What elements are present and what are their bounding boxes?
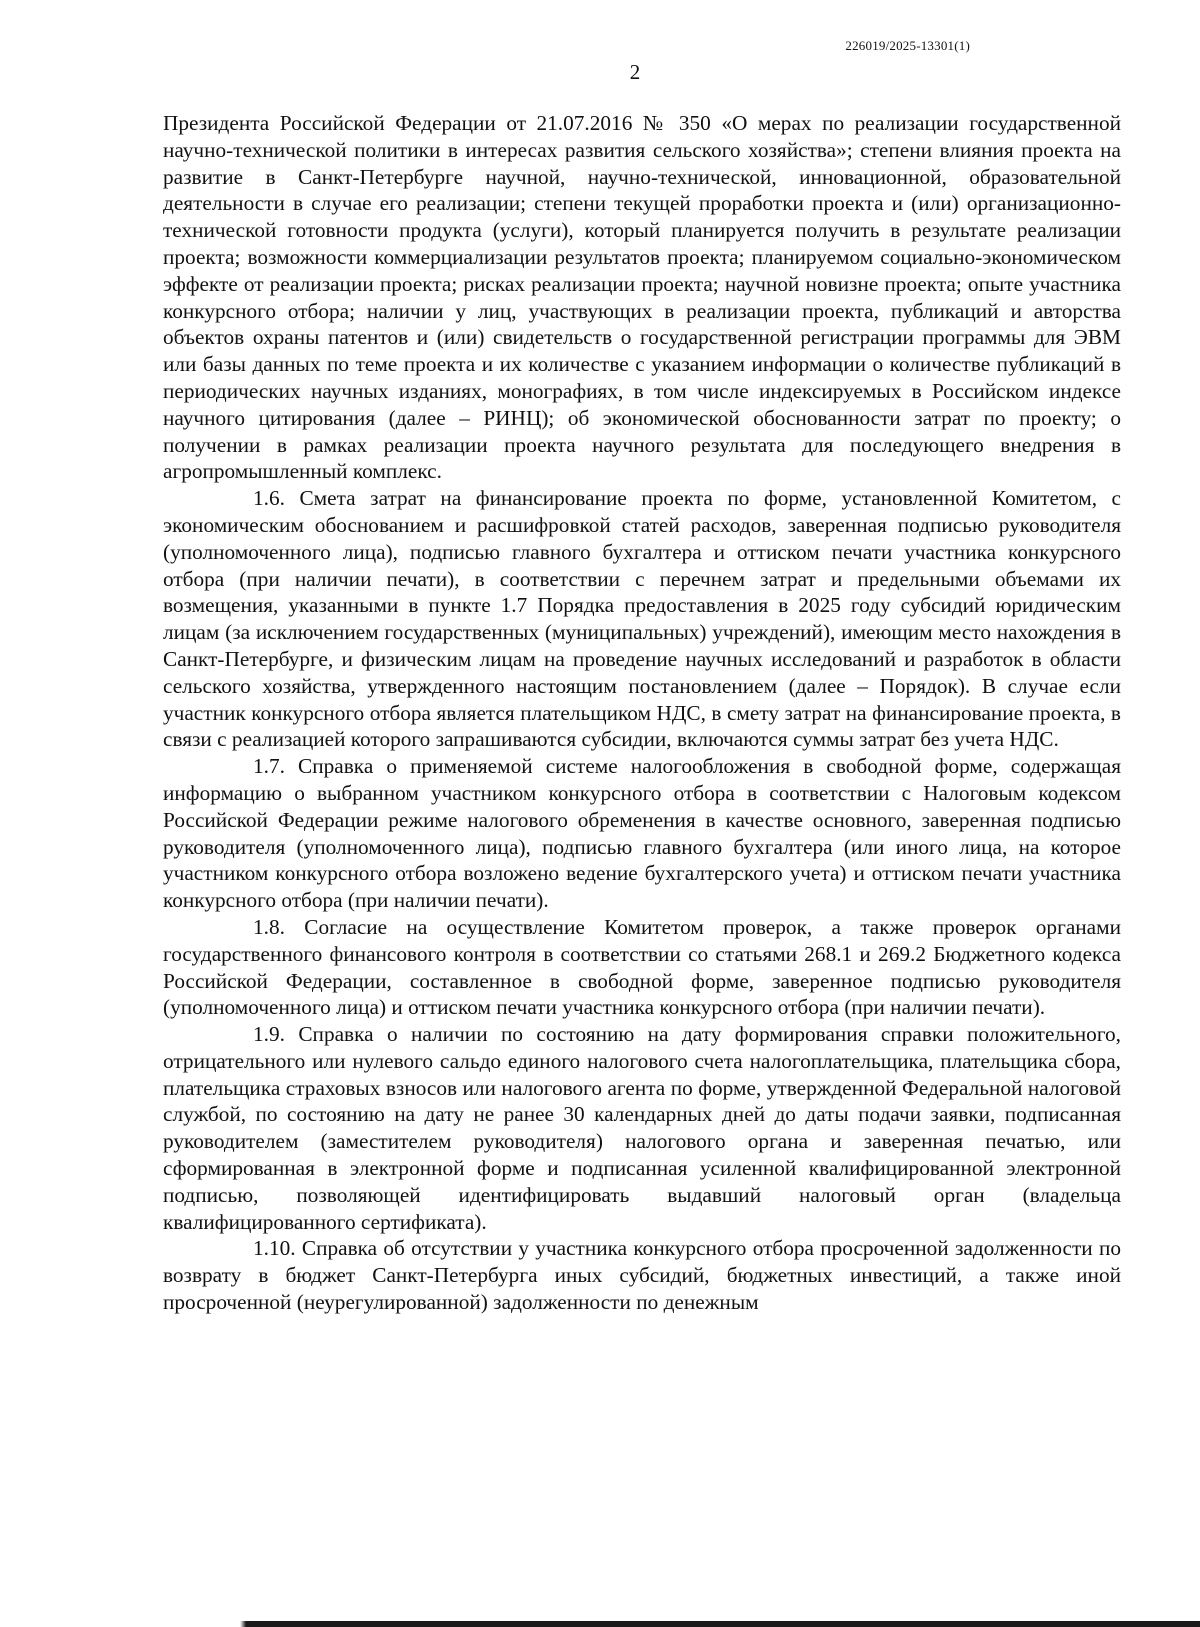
document-body [163, 110, 1121, 1316]
paragraph-continuation: Президента Российской Федерации от 21.07.2016 № 350 «О мерах по реализации государственной научно-технической политики в интересах развития сельского хозяйства»; степени влияния проекта на развитие в Санкт-Петербурге научной, научно-технической, инновационной, образовательной деятельности в случае его реализации; степени текущей проработки проекта и (или) организационно-технической готовности продукта (услуги), который планируется получить в результате реализации проекта; возможности коммерциализации результатов проекта; планируемом социально-экономическом эффекте от реализации проекта; рисках реализации проекта; научной новизне проекта; опыте участника конкурсного отбора; наличии у лиц, участвующих в реализации проекта, публикаций и авторства объектов охраны патентов и (или) свидетельств о государственной регистрации программы для ЭВМ или базы данных по теме проекта и их количестве с указанием информации о количестве публикаций в периодических научных изданиях, монографиях, в том числе индексируемых в Российском индексе научного цитирования (далее – РИНЦ); об экономической обоснованности затрат по проекту; о получении в рамках реализации проекта научного результата для последующего внедрения в агропромышленный комплекс. [163, 111, 1121, 484]
paragraph-1-8: 1.8. Согласие на осуществление Комитетом проверок, а также проверок органами государственного финансового контроля в соответствии со статьями 268.1 и 269.2 Бюджетного кодекса Российской Федерации, составленное в свободной форме, заверенное подписью руководителя (уполномоченного лица) и оттиском печати участника конкурсного отбора (при наличии печати). [163, 914, 1121, 1020]
document-registration-number: 226019/2025-13301(1) [845, 38, 970, 53]
page-number: 2 [629, 60, 641, 84]
paragraph-1-9: 1.9. Справка о наличии по состоянию на дату формирования справки положительного, отрицательного или нулевого сальдо единого налогового счета налогоплательщика, плательщика сбора, плательщика страховых взносов или налогового агента по форме, утвержденной Федеральной налоговой службой, по состоянию на дату не ранее 30 календарных дней до даты подачи заявки, подписанная руководителем (заместителем руководителя) налогового органа и заверенная печатью, или сформированная в электронной форме и подписанная усиленной квалифицированной электронной подписью, позволяющей идентифицировать выдавший налоговый орган (владельца квалифицированного сертификата). [163, 1022, 1121, 1234]
paragraph-1-7: 1.7. Справка о применяемой системе налогообложения в свободной форме, содержащая информацию о выбранном участником конкурсного отбора в соответствии с Налоговым кодексом Российской Федерации режиме налогового обременения в качестве основного, заверенная подписью руководителя (уполномоченного лица), подписью главного бухгалтера (или иного лица, на которое участником конкурсного отбора возложено ведение бухгалтерского учета) и оттиском печати участника конкурсного отбора (при наличии печати). [163, 754, 1121, 913]
scan-bottom-edge [0, 1621, 1200, 1627]
paragraph-1-10: 1.10. Справка об отсутствии у участника конкурсного отбора просроченной задолженности по возврату в бюджет Санкт-Петербурга иных субсидий, бюджетных инвестиций, а также иной просроченной (неурегулированной) задолженности по денежным [163, 1236, 1121, 1315]
paragraph-1-6: 1.6. Смета затрат на финансирование проекта по форме, установленной Комитетом, с экономическим обоснованием и расшифровкой статей расходов, заверенная подписью руководителя (уполномоченного лица), подписью главного бухгалтера и оттиском печати участника конкурсного отбора (при наличии печати), в соответствии с перечнем затрат и предельными объемами их возмещения, указанными в пункте 1.7 Порядка предоставления в 2025 году субсидий юридическим лицам (за исключением государственных (муниципальных) учреждений), имеющим место нахождения в Санкт-Петербурге, и физическим лицам на проведение научных исследований и разработок в области сельского хозяйства, утвержденного настоящим постановлением (далее – Порядок). В случае если участник конкурсного отбора является плательщиком НДС, в смету затрат на финансирование проекта, в связи с реализацией которого запрашиваются субсидии, включаются суммы затрат без учета НДС. [163, 486, 1121, 752]
